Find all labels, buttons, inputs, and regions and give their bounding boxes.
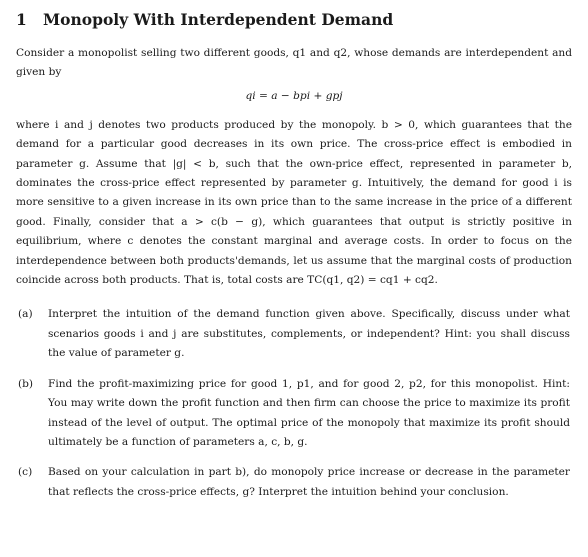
body-paragraph: where i and j denotes two products produced by the monopoly. b > 0, which guarantees that the demand for a particular good decreases in its own price. The cross-price effect is embodied in parameter g. Assume that |g| < b, such that the own-price effect, represented in parameter b, dominates the cross-price effect represented by parameter g. Intuitively, the demand for good i is more sensitive to a given increase in its own price than to the same increase in the price of a different good. Finally, consider that a > c(b − g), which guarantees that output is strictly positive in equilibrium, where c denotes the constant marginal and average costs. In order to focus on the interdependence between both products'demands, let us assume that the marginal costs of production coincide across both products. That is, total costs are TC(q1, q2) = cq1 + cq2.	[16, 118, 572, 287]
section-title: Monopoly With Interdependent Demand	[43, 10, 394, 29]
demand-equation: qi = a − bpi + gpj	[245, 89, 343, 102]
document-page	[16, 10, 572, 513]
part-text: Find the profit-maximizing price for good 1, p1, and for good 2, p2, for this monopolist. Hint: You may write down the profit function and then firm can choose the price to maximize its profit instead of the level of output. The optimal price of the monopoly that maximize its profit should ultimately be a function of parameters a, c, b, g.	[48, 377, 570, 448]
part-text: Based on your calculation in part b), do monopoly price increase or decrease in the parameter that reflects the cross-price effects, g? Interpret the intuition behind your conclusion.	[48, 466, 570, 498]
question-part-a	[16, 305, 572, 363]
part-label: (c)	[18, 466, 33, 479]
section-number: 1	[16, 10, 27, 29]
intro-paragraph: Consider a monopolist selling two different goods, q1 and q2, whose demands are interdependent and given by	[16, 47, 572, 79]
part-text: Interpret the intuition of the demand function given above. Specifically, discuss under what scenarios goods i and j are substitutes, complements, or independent? Hint: you shall discuss the value of parameter g.	[48, 308, 570, 360]
part-label: (a)	[18, 308, 33, 321]
question-part-c	[16, 463, 572, 502]
section-heading	[16, 10, 572, 30]
question-part-b	[16, 375, 572, 453]
question-parts	[16, 305, 572, 502]
part-label: (b)	[18, 377, 34, 390]
